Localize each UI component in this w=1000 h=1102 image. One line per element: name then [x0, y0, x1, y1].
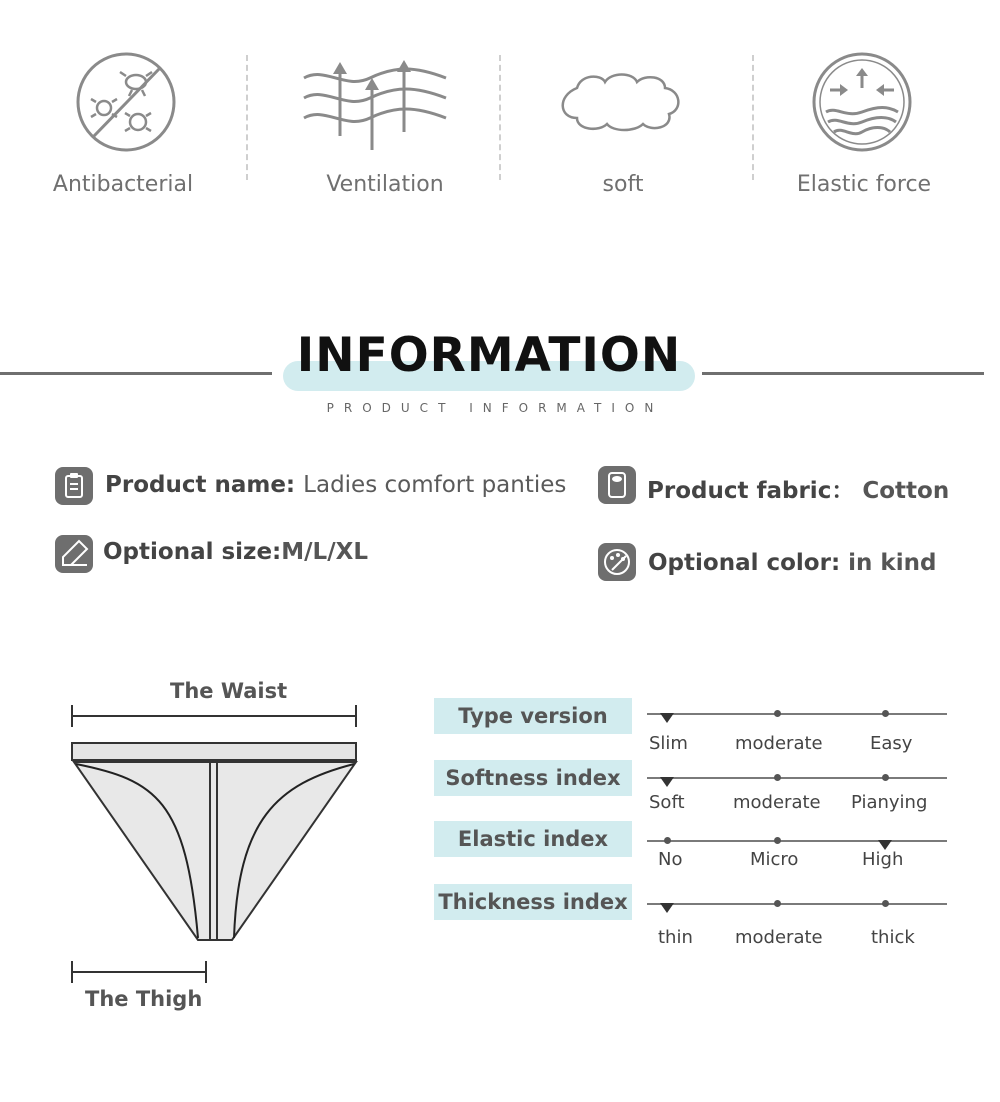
divider	[499, 55, 501, 180]
selected-marker	[660, 903, 674, 913]
index-name: Type version	[434, 698, 632, 734]
palette-icon	[598, 543, 636, 581]
scale-dot	[774, 774, 781, 781]
scale-option: moderate	[733, 792, 821, 813]
feature-label: soft	[602, 172, 644, 197]
index-name: Elastic index	[434, 821, 632, 857]
scale-option: Slim	[649, 733, 688, 754]
scale-line	[647, 903, 947, 905]
selected-marker	[660, 777, 674, 787]
section-title: INFORMATION	[296, 328, 682, 383]
antibacterial-icon	[74, 50, 178, 154]
optional-size-key: Optional size:	[103, 539, 282, 565]
feature-label: Antibacterial	[52, 172, 194, 197]
scale-option: Easy	[870, 733, 913, 754]
scale-dot	[774, 837, 781, 844]
scale-option: thin	[658, 927, 693, 948]
product-name-value: Ladies comfort panties	[303, 472, 567, 498]
scale-option: Micro	[750, 849, 799, 870]
optional-color	[648, 550, 936, 576]
scale-option: moderate	[735, 927, 823, 948]
product-fabric-value: Cotton	[862, 478, 950, 504]
scale-line	[647, 840, 947, 842]
clipboard-icon	[55, 467, 93, 505]
feature-label: Elastic force	[796, 172, 932, 197]
elastic-icon	[810, 50, 914, 154]
index-name: Softness index	[434, 760, 632, 796]
scale-dot	[774, 900, 781, 907]
thigh-dimension	[66, 958, 216, 988]
thigh-label: The Thigh	[85, 987, 203, 1011]
scale-line	[647, 777, 947, 779]
product-fabric	[647, 472, 949, 505]
scale-option: High	[862, 849, 904, 870]
scale-dot	[882, 710, 889, 717]
section-subtitle: PRODUCT INFORMATION	[326, 401, 664, 415]
scale-line	[647, 713, 947, 715]
optional-color-key: Optional color:	[648, 550, 841, 576]
scale-option: thick	[871, 927, 915, 948]
ruler-pencil-icon	[55, 535, 93, 573]
cloud-icon	[555, 70, 685, 134]
header-rule-right	[702, 372, 984, 375]
selected-marker	[660, 713, 674, 723]
optional-size-value: M/L/XL	[281, 539, 368, 565]
scale-option: moderate	[735, 733, 823, 754]
feature-label: Ventilation	[326, 172, 444, 197]
fabric-roll-icon	[598, 466, 636, 504]
optional-size	[103, 539, 368, 565]
waist-label: The Waist	[170, 679, 288, 703]
scale-option: No	[658, 849, 683, 870]
scale-option: Pianying	[851, 792, 928, 813]
ventilation-icon	[300, 58, 450, 154]
product-fabric-key: Product fabric：	[647, 478, 855, 504]
divider	[246, 55, 248, 180]
product-name	[105, 472, 566, 498]
optional-color-value: in kind	[848, 550, 937, 576]
index-name: Thickness index	[434, 884, 632, 920]
divider	[752, 55, 754, 180]
scale-dot	[882, 900, 889, 907]
scale-dot	[882, 774, 889, 781]
scale-dot	[664, 837, 671, 844]
scale-dot	[774, 710, 781, 717]
product-name-key: Product name:	[105, 472, 296, 498]
scale-option: Soft	[649, 792, 685, 813]
header-rule-left	[0, 372, 272, 375]
panties-diagram	[66, 700, 366, 950]
